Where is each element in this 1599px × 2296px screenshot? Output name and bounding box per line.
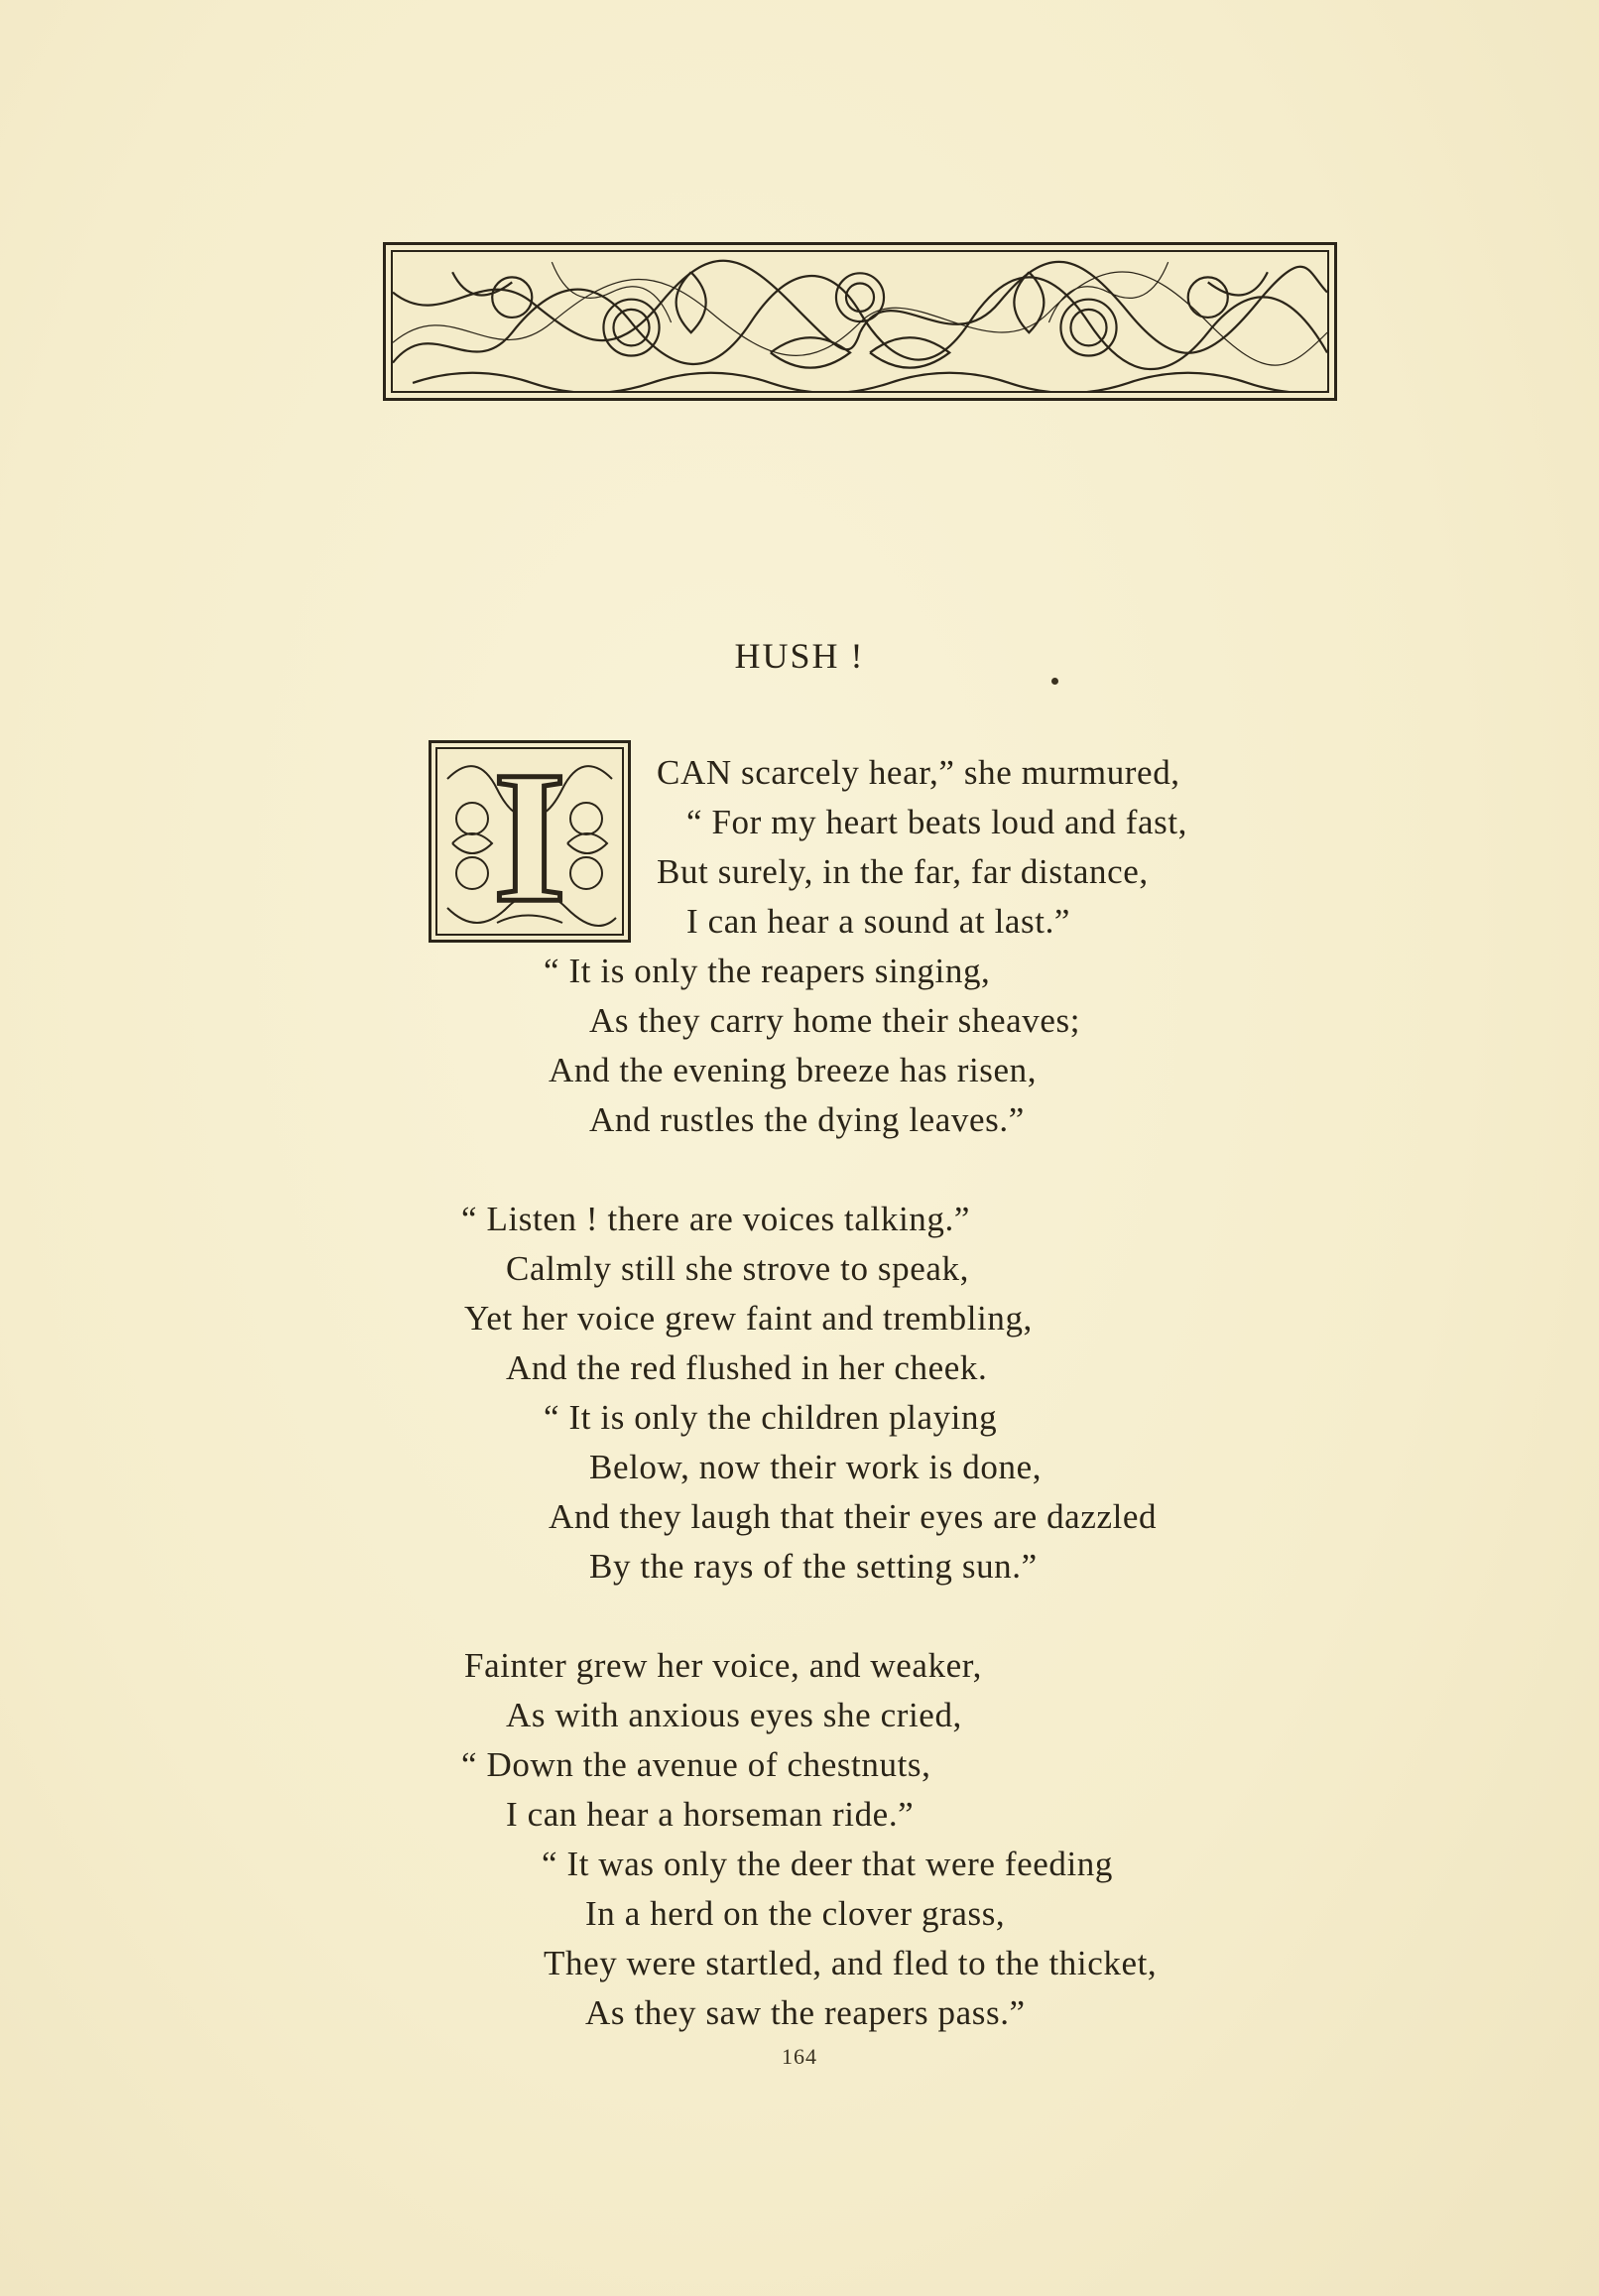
ornamental-initial: [429, 740, 631, 943]
floral-ornament-icon: [393, 252, 1327, 391]
poem-line: “ It is only the children playing: [544, 1398, 998, 1437]
page-number: 164: [782, 2044, 817, 2069]
poem-line: Below, now their work is done,: [589, 1448, 1043, 1486]
poem-line: I can hear a sound at last.”: [686, 902, 1071, 941]
poem-line: “ For my heart beats loud and fast,: [686, 803, 1188, 841]
ornamental-headpiece: [383, 242, 1337, 401]
poem-title: HUSH !: [734, 636, 865, 676]
poem-line: And they laugh that their eyes are dazzled: [549, 1497, 1158, 1536]
poem-line: And the red flushed in her cheek.: [506, 1348, 988, 1387]
poem-line: “ It was only the deer that were feeding: [542, 1845, 1113, 1883]
poem-line: In a herd on the clover grass,: [585, 1894, 1006, 1933]
poem-line: Calmly still she strove to speak,: [506, 1249, 969, 1288]
poem-line: And rustles the dying leaves.”: [589, 1100, 1025, 1139]
poem-line: “ It is only the reapers singing,: [544, 952, 991, 990]
poem-line: CAN scarcely hear,” she murmured,: [657, 753, 1180, 792]
poem-line: I can hear a horseman ride.”: [506, 1795, 915, 1834]
poem-line: Yet her voice grew faint and trembling,: [464, 1299, 1033, 1338]
poem-line: Fainter grew her voice, and weaker,: [464, 1646, 983, 1685]
poem-line: “ Down the avenue of chestnuts,: [461, 1745, 931, 1784]
poem-line: They were startled, and fled to the thicket,: [544, 1944, 1158, 1982]
ink-speck: [1051, 678, 1058, 685]
poem-line: As they saw the reapers pass.”: [585, 1993, 1026, 2032]
poem-line: By the rays of the setting sun.”: [589, 1547, 1038, 1586]
poem-line: “ Listen ! there are voices talking.”: [461, 1200, 970, 1238]
poem-line: As they carry home their sheaves;: [589, 1001, 1081, 1040]
poem-line: But surely, in the far, far distance,: [657, 852, 1149, 891]
poem-line: As with anxious eyes she cried,: [506, 1696, 962, 1734]
poem-line: And the evening breeze has risen,: [549, 1051, 1038, 1089]
drop-cap-letter: I: [493, 747, 566, 936]
